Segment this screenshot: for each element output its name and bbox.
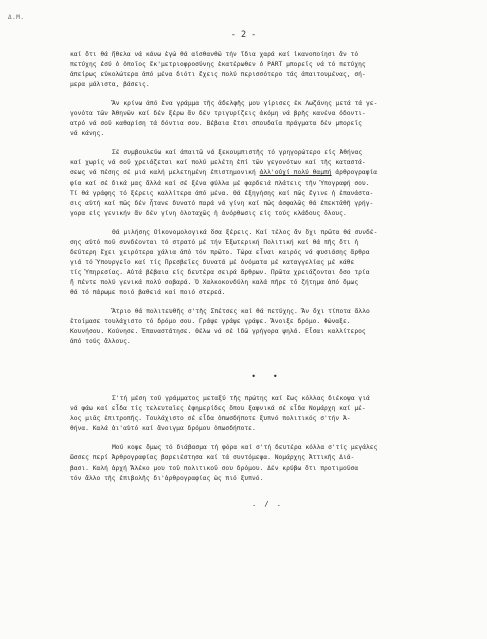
text-line — [70, 464, 465, 474]
text-line — [70, 424, 465, 434]
text-line — [70, 394, 465, 404]
section-spacer — [70, 385, 465, 394]
paragraph — [70, 307, 465, 347]
line-text: Τί θά γράφης τό ξέρεις καλλίτερα ἀπό μένα. Θά ἐξηγήσης καί πῶς ἔγινε ἡ ἐπανάστα- — [70, 189, 374, 197]
line-text: Μού κοψε ὅμως τό διάβασμα τή φόρα καί σ'τή δευτέρα κόλλα σ'τίς μεγάλες — [112, 444, 378, 452]
line-text: πετύχης ἐσύ ὁ ὁποῖος ἔκ'μετριοφροσύνης ἑκατέρωθεν ὁ PART μπορεῖς νά τό πετύχης — [70, 61, 366, 69]
text-line — [70, 307, 465, 317]
line-text: ἀπό τούς ἄλλους. — [70, 338, 131, 346]
corner-initials: Δ.Μ. — [8, 14, 25, 21]
line-text: γορα εἰς γενικήν ἄν δέν γίνη ὁλοταχῶς ἡ ἀνόρθωσις εἰς τούς κλάδους ὅλους. — [70, 209, 347, 217]
paragraph — [70, 443, 465, 483]
text-line — [70, 327, 465, 337]
text-line — [70, 337, 465, 347]
line-text: γιά τό Ὑπουργεῖο καί τίς Πρεσβεῖες δυνατά μέ ὀνόματα μέ καταγγελίας μέ κάθε — [70, 258, 355, 266]
line-text: βασι. Καλή ἀρχή Ἄλέκο μου τοῦ πολιτικοῦ σου δρόμου. Δέν κρύβω ὅτι προτιμοῦσα — [70, 464, 359, 472]
line-text: καί χωρίς νά σοῦ χρειάζεται καί πολύ μελέτη ἐπί τῶν γεγονότων καί τῆς καταστά- — [70, 159, 366, 167]
line-text: σεως νά πέσης σέ μιά καλή μελετημένη ἐπιστημονική — [70, 169, 260, 177]
line-text: ατρό νά σοῦ καθαρίση τά δόντια σου. Βέβαια ἔτσι σπουδαῖα πράγματα δέν μπορεῖς — [70, 120, 362, 128]
text-line — [70, 189, 465, 199]
text-line — [70, 60, 465, 70]
line-text: ἑτοίμασε τουλάχιστο τό δρόμο σου. Γράψε γράψε γράψε. Ἄνοιξε δρόμο. Φώναξε. — [70, 318, 351, 326]
text-line — [70, 209, 465, 219]
line-text: Κουνήσου. Κούνησε. Ἐπαναστάτησε. Θέλω νά σέ ἰδῶ γρήγορα ψηλά. Εἶσαι καλλίτερος — [70, 328, 366, 336]
text-line — [70, 317, 465, 327]
line-text: Ἄν κρίνω ἀπό ἕνα γράμμα τῆς ἀδελφῆς μου γίρισες ἐκ Λωζάνης μετά τά γε- — [112, 100, 378, 108]
text-line — [70, 248, 465, 258]
line-text: θήνα. Καλά ἀι'αὐτό καί ἄνοιγμα δρόμου ὁπωσδήποτε. — [70, 425, 256, 433]
paragraph — [70, 148, 465, 218]
line-text: τόν ἄλλο τῆς ἐπιβολῆς δι'ἀρθρογραφίας ὡς πιό ξυπνό. — [70, 474, 264, 482]
paragraph-spacer — [70, 298, 465, 307]
line-text: νά φάω καί εἶδα τίς τελευταῖες ἐφημερίδες ὅπου ξαφνικά σέ εἶδα Νομάρχη καί μέ- — [70, 405, 366, 413]
text-line — [70, 414, 465, 424]
paragraph — [70, 50, 465, 90]
paragraph — [70, 228, 465, 298]
text-line — [70, 179, 465, 189]
line-text: νά κάνης. — [70, 130, 105, 138]
section-spacer — [70, 347, 465, 369]
line-text: καί ὅτι θά ἤθελα νά κάνω ἐγώ θά αἰσθανθῶ τήν ἴδια χαρά καί ἱκανοποίησι ἄν τό — [70, 51, 359, 58]
end-mark: . / . — [251, 499, 284, 508]
text-line — [70, 258, 465, 268]
text-line — [70, 238, 465, 248]
line-text: γονότα τῶν Ἀθηνῶν καί δέν ξέρω ἄν δέν τριγυρίζεις ἀκόμη νά βρῆς κανένα ὀδοντι- — [70, 110, 366, 118]
line-text: δεύτερη ἔχει χειρότερα χάλια ἀπό τόν πρῶτο. Τώρα εἶναι καιρός νά φυσιάσης ἄρθρα — [70, 248, 370, 256]
line-text: ἀπείρως εὐκολώτερα ἀπό μένα διότι ἔχεις πολύ περισσότερο τάς ἀπαιτουμένας, σή- — [70, 71, 366, 79]
letter-body — [70, 50, 465, 511]
underlined-phrase: ἀλλ'οὐχί πολύ θαμπή — [259, 169, 332, 177]
text-line — [70, 443, 465, 453]
text-line — [70, 148, 465, 158]
line-text: τίς Ὑπηρεσίας. Αὐτά βέβαια εἰς δευτέρα σειρά ἄρθρων. Πρῶτα χρειάζονται ὅσο τρία — [70, 268, 370, 276]
text-line — [70, 278, 465, 288]
line-text: Ἄτριο θά πολιτευθῆς σ'τῆς Σπέτσες καί θά πετύχης. Ἄν ὄχι τίποτα ἄλλο — [112, 308, 370, 316]
section-break-mark: • • — [251, 372, 284, 382]
line-text: μερα μάλιστα, βάσεις. — [70, 81, 150, 89]
text-line — [70, 80, 465, 90]
text-line — [70, 158, 465, 168]
text-line — [70, 404, 465, 414]
text-line — [70, 199, 465, 209]
page-number: - 2 - — [230, 30, 257, 40]
text-line — [70, 119, 465, 129]
text-line — [70, 168, 465, 178]
line-text: ὥσσες περί Ἀρθρογραφίας βαρειέστησα καί τά συντόμεψα. Νομάρχης Ἀττικῆς Διά- — [70, 454, 355, 462]
text-line — [70, 129, 465, 139]
text-line — [70, 50, 465, 60]
line-text: Σ'τή μέση τοῦ γράμματος μεταξύ τῆς πρώτης καί ἕως κόλλας διέκοψα γιά — [112, 395, 370, 403]
line-text: ἤ πέντε πολύ γενικά πολύ σοβαρά. Ὁ Χαλκοκονδύλη καλά πῆρε τό ζήτημα ἀπό ὅμως — [70, 278, 359, 286]
line-text: σις αὐτή καί πῶς δέν ἦτανε δυνατό παρά νά γίνη καί πῶς ἀσφαλῶς θά ἐπεκτᾶθῆ γρήγ- — [70, 199, 374, 207]
paragraph-spacer — [70, 434, 465, 443]
paragraph-spacer — [70, 90, 465, 99]
line-text: θά τό πάρωμε ποιό βαθειά καί ποιό στερεά. — [70, 288, 226, 296]
paragraph — [70, 394, 465, 434]
paragraph-spacer — [70, 484, 465, 493]
line-text: φία καί σέ δικά μας ἄλλά καί σέ ξένα φύλλα μέ φαρδειά πλάτεις τῆν Ὑπογραφή σου. — [70, 179, 370, 187]
text-line — [70, 474, 465, 484]
line-text: Σέ συμβουλεύω καί ἀπαιτῶ νά ξεκουμπιστῆς τό γρηγορώτερο εἰς Ἀθήνας — [112, 149, 363, 157]
line-text: σης αὐτό ποῦ συνδέονται τό στρατό μέ τήν Ἐξωτερική Πολιτική καί θά πῆς ὅτι ἡ — [70, 238, 359, 246]
text-line — [70, 99, 465, 109]
paragraph-spacer — [70, 139, 465, 148]
line-text: λος μιᾶς ἐπιτροπῆς. Τουλάχιστο σέ εἶδα ὁπωσδήποτε ξυπνό πολιτικός σ'τήν Ἀ- — [70, 415, 351, 423]
text-line — [70, 288, 465, 298]
paragraph-spacer — [70, 219, 465, 228]
text-line — [70, 228, 465, 238]
text-line — [70, 268, 465, 278]
text-line — [70, 109, 465, 119]
paragraph — [70, 99, 465, 139]
text-line — [70, 70, 465, 80]
line-text: Θά μιλήσης Οἰκονομολογικά ὅσα ξέρεις. Καί τέλος ἄν ὄχι πρῶτα θά συνδέ- — [112, 228, 378, 236]
text-line — [70, 453, 465, 463]
line-text: ἀρθρογραφία — [331, 169, 378, 177]
